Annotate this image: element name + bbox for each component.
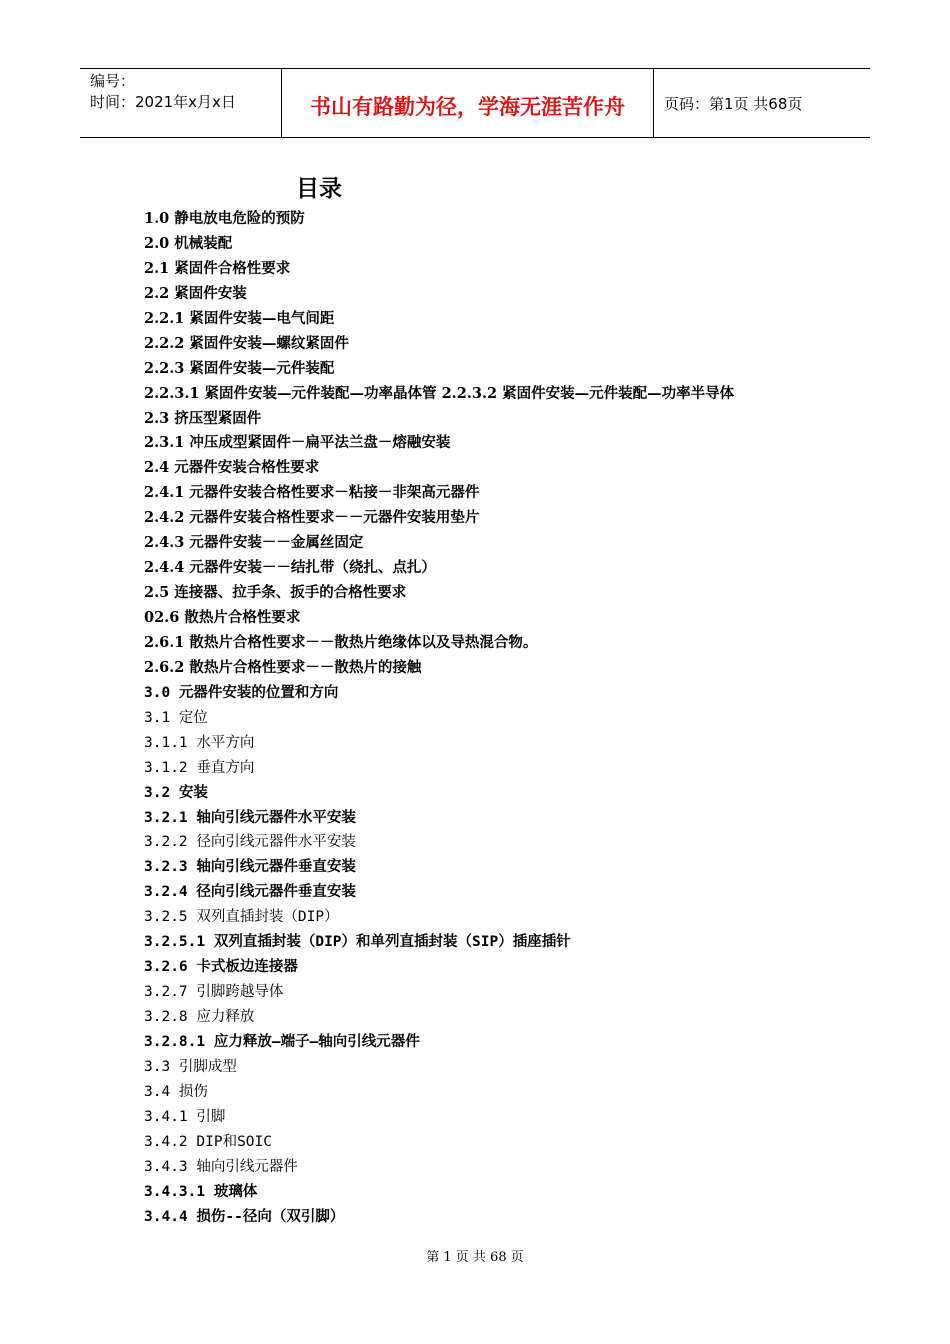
toc-entry[interactable]: 3.2.8.1 应力释放—端子—轴向引线元器件 [144,1033,420,1050]
toc-entry[interactable]: 3.2.5.1 双列直插封装（DIP）和单列直插封装（SIP）插座插针 [144,934,571,951]
toc-entry[interactable]: 2.3.1 冲压成型紧固件－扁平法兰盘－熔融安装 [144,434,451,452]
header-left-cell [80,69,282,137]
toc-entry[interactable]: 2.6.2 散热片合格性要求－－散热片的接触 [144,658,422,676]
toc-entry[interactable]: 3.1 定位 [144,709,208,726]
toc-entry[interactable]: 3.2.7 引脚跨越导体 [144,984,284,1001]
toc-entry[interactable]: 2.4.4 元器件安装－－结扎带（绕扎、点扎） [144,559,436,577]
toc-entry[interactable]: 2.2 紧固件安装 [144,284,247,302]
header-motto-cell [282,69,654,137]
toc-entry[interactable]: 3.2.8 应力释放 [144,1009,255,1025]
toc-entry[interactable]: 3.2.2 径向引线元器件水平安装 [144,834,356,851]
toc-entry[interactable]: 2.2.1 紧固件安装—电气间距 [144,309,335,327]
toc-entry[interactable]: 2.2.3 紧固件安装—元件装配 [144,359,335,377]
toc-entry[interactable]: 3.2.4 径向引线元器件垂直安装 [144,884,356,901]
toc-entry[interactable]: 3.2.1 轴向引线元器件水平安装 [144,809,356,826]
toc-entry[interactable]: 3.2.5 双列直插封装（DIP） [144,909,339,926]
toc-entry[interactable]: 3.3 引脚成型 [144,1058,237,1075]
toc-entry[interactable]: 3.1.1 水平方向 [144,734,255,751]
toc-entry[interactable]: 2.4.3 元器件安装－－金属丝固定 [144,534,364,552]
document-date: 时间：2021年x月x日 [90,93,236,111]
toc-entry[interactable]: 02.6 散热片合格性要求 [144,609,301,626]
header-page-info: 页码：第1页 共68页 [664,95,803,113]
toc-entry[interactable]: 3.4.4 损伤--径向（双引脚） [144,1208,345,1225]
toc-entry[interactable]: 3.4.3.1 玻璃体 [144,1183,258,1200]
toc-entry[interactable]: 2.6.1 散热片合格性要求－－散热片绝缘体以及导热混合物。 [144,633,538,651]
toc-entry[interactable]: 2.4.1 元器件安装合格性要求－粘接－非架高元器件 [144,484,480,502]
toc-entry[interactable]: 2.4 元器件安装合格性要求 [144,459,320,477]
toc-entry[interactable]: 2.3 挤压型紧固件 [144,409,262,427]
toc-entry[interactable]: 2.1 紧固件合格性要求 [144,259,291,277]
toc-entry[interactable]: 3.4 损伤 [144,1083,208,1100]
table-of-contents [144,207,864,1229]
page-header [80,68,870,138]
toc-entry[interactable]: 3.0 元器件安装的位置和方向 [144,684,339,701]
toc-entry[interactable]: 3.2.3 轴向引线元器件垂直安装 [144,859,356,876]
toc-entry[interactable]: 3.1.2 垂直方向 [144,759,255,776]
toc-entry[interactable]: 2.2.3.1 紧固件安装—元件装配—功率晶体管 2.2.3.2 紧固件安装—元件装配—功率半导体 [144,384,735,402]
page-title: 目录 [296,175,342,202]
toc-entry[interactable]: 3.4.3 轴向引线元器件 [144,1158,298,1175]
toc-entry[interactable]: 3.4.1 引脚 [144,1108,226,1125]
page-footer: 第 1 页 共 68 页 [426,1250,524,1265]
document-number-label: 编号： [90,72,136,90]
header-page-cell [654,69,870,137]
toc-entry[interactable]: 2.4.2 元器件安装合格性要求－－元器件安装用垫片 [144,509,480,527]
toc-entry[interactable]: 3.4.2 DIP和SOIC [144,1133,272,1150]
toc-entry[interactable]: 1.0 静电放电危险的预防 [144,210,305,227]
toc-entry[interactable]: 2.0 机械装配 [144,234,233,252]
toc-entry[interactable]: 2.5 连接器、拉手条、扳手的合格性要求 [144,584,407,602]
toc-entry[interactable]: 3.2.6 卡式板边连接器 [144,959,298,976]
toc-entry[interactable]: 2.2.2 紧固件安装—螺纹紧固件 [144,334,349,352]
toc-entry[interactable]: 3.2 安装 [144,784,208,801]
header-motto: 书山有路勤为径，学海无涯苦作舟 [310,94,625,119]
